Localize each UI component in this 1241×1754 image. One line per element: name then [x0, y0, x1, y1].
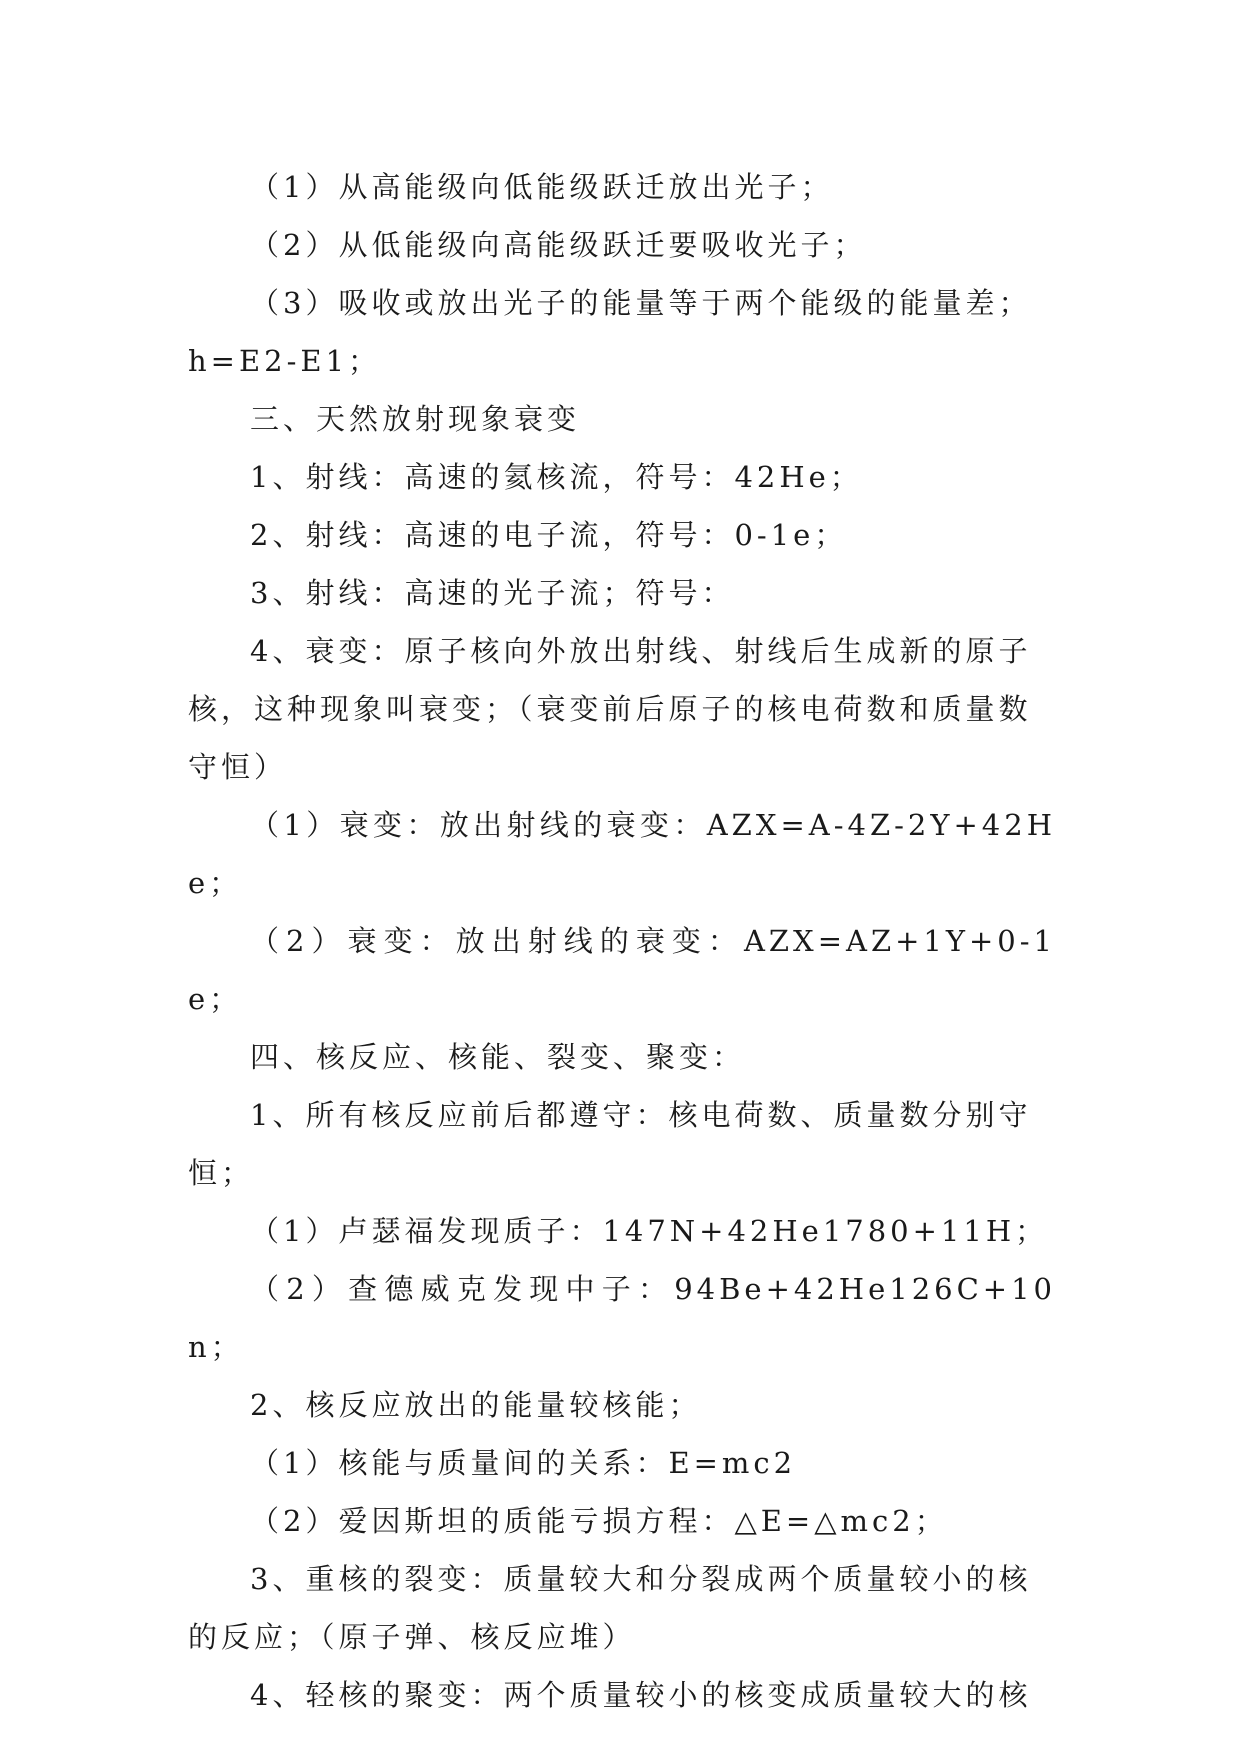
- text-line: 核，这种现象叫衰变；（衰变前后原子的核电荷数和质量数: [188, 692, 1032, 726]
- text-line: （1）核能与质量间的关系：E=mc2: [250, 1446, 797, 1480]
- text-line: 2、射线：高速的电子流，符号：0-1e；: [250, 518, 848, 552]
- text-line: （2）衰变：放出射线的衰变：AZX=AZ+1Y+0-1e；: [188, 924, 1056, 1016]
- text-line: 1、所有核反应前后都遵守：核电荷数、质量数分别守: [250, 1098, 1032, 1132]
- paragraph-conservation: [188, 1086, 1056, 1144]
- paragraph-photon-energy: [188, 274, 1056, 332]
- paragraph-alpha-decay: [188, 796, 1056, 912]
- paragraph-fission-cont: [188, 1608, 1056, 1666]
- text-line: （3）吸收或放出光子的能量等于两个能级的能量差；: [250, 286, 1032, 320]
- text-line: （2）从低能级向高能级跃迁要吸收光子；: [250, 228, 867, 262]
- text-line: 3、射线：高速的光子流；符号：: [250, 576, 735, 610]
- paragraph-transition-emit: [188, 158, 1056, 216]
- paragraph-gamma-ray: [188, 564, 1056, 622]
- paragraph-transition-absorb: [188, 216, 1056, 274]
- paragraph-beta-decay: [188, 912, 1056, 1028]
- text-line: 2、核反应放出的能量较核能；: [250, 1388, 702, 1422]
- text-line: 恒；: [188, 1156, 255, 1190]
- paragraph-conservation-cont: [188, 1144, 1056, 1202]
- paragraph-decay-definition-cont-1: [188, 680, 1056, 738]
- text-line: （1）卢瑟福发现质子：147N+42He1780+11H；: [250, 1214, 1049, 1248]
- paragraph-rutherford: [188, 1202, 1056, 1260]
- paragraph-beta-ray: [188, 506, 1056, 564]
- text-line: （1）从高能级向低能级跃迁放出光子；: [250, 170, 834, 204]
- paragraph-decay-definition: [188, 622, 1056, 680]
- text-line: 3、重核的裂变：质量较大和分裂成两个质量较小的核: [250, 1562, 1032, 1596]
- text-line: （2）查德威克发现中子：94Be+42He126C+10n；: [188, 1272, 1056, 1364]
- text-line: h=E2-E1；: [188, 344, 382, 378]
- text-line: 三、天然放射现象衰变: [250, 402, 581, 436]
- text-line: 1、射线：高速的氦核流，符号：42He；: [250, 460, 863, 494]
- paragraph-chadwick: [188, 1260, 1056, 1376]
- text-line: （2）爱因斯坦的质能亏损方程：△E=△mc2；: [250, 1504, 948, 1538]
- text-line: 4、轻核的聚变：两个质量较小的核变成质量较大的核: [250, 1678, 1032, 1712]
- section-heading-radioactivity: [188, 390, 1056, 448]
- document-page: [188, 158, 1056, 1724]
- text-line: 守恒）: [188, 750, 288, 784]
- section-heading-nuclear-reactions: [188, 1028, 1056, 1086]
- paragraph-nuclear-energy: [188, 1376, 1056, 1434]
- paragraph-fusion: [188, 1666, 1056, 1724]
- text-line: （1）衰变：放出射线的衰变：AZX=A-4Z-2Y+42He；: [188, 808, 1056, 900]
- text-line: 的反应；（原子弹、核反应堆）: [188, 1620, 636, 1654]
- paragraph-alpha-ray: [188, 448, 1056, 506]
- text-line: 4、衰变：原子核向外放出射线、射线后生成新的原子: [250, 634, 1032, 668]
- text-line: 四、核反应、核能、裂变、聚变：: [250, 1040, 746, 1074]
- paragraph-photon-energy-formula: [188, 332, 1056, 390]
- paragraph-einstein-equation: [188, 1492, 1056, 1550]
- paragraph-mass-energy: [188, 1434, 1056, 1492]
- paragraph-fission: [188, 1550, 1056, 1608]
- paragraph-decay-definition-cont-2: [188, 738, 1056, 796]
